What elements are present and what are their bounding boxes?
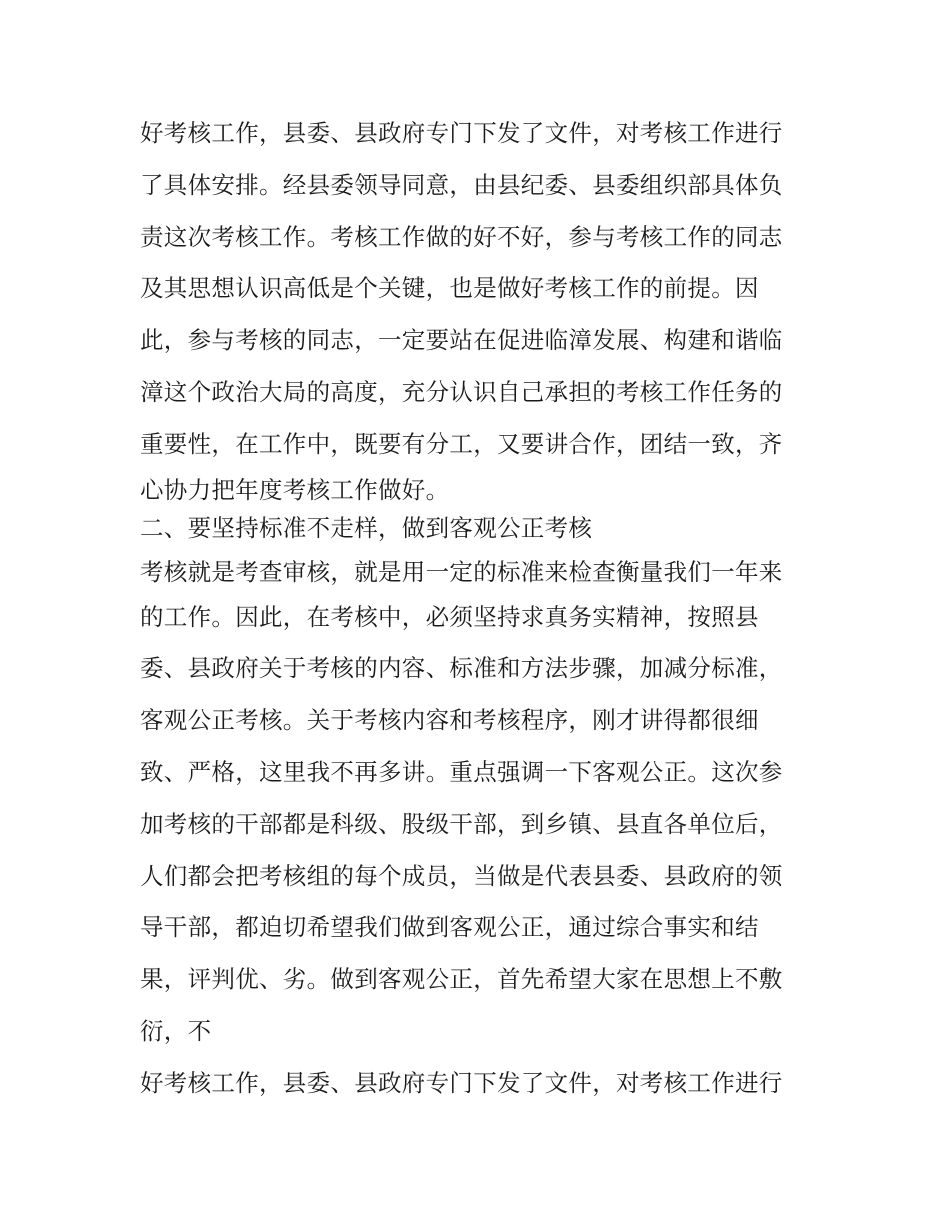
text-line: 人们都会把考核组的每个成员，当做是代表县委、县政府的领: [140, 861, 783, 890]
text-line: 责这次考核工作。考核工作做的好不好，参与考核工作的同志: [140, 222, 783, 251]
text-line: 致、严格，这里我不再多讲。重点强调一下客观公正。这次参: [140, 757, 783, 786]
text-line: 考核就是考查审核，就是用一定的标准来检查衡量我们一年来: [140, 557, 783, 586]
text-line: 了具体安排。经县委领导同意，由县纪委、县委组织部具体负: [140, 170, 783, 199]
paragraph-2: [140, 547, 820, 1058]
text-line: 此，参与考核的同志，一定要站在促进临漳发展、构建和谐临: [140, 326, 783, 355]
text-line: 及其思想认识高低是个关键，也是做好考核工作的前提。因: [140, 274, 759, 303]
repeated-text-line: 好考核工作，县委、县政府专门下发了文件，对考核工作进行: [140, 1068, 783, 1097]
text-line: 心协力把年度考核工作做好。: [140, 475, 450, 504]
section-heading: 二、要坚持标准不走样，做到客观公正考核: [140, 513, 593, 542]
text-line: 衍，不: [140, 1016, 212, 1045]
text-line: 委、县政府关于考核的内容、标准和方法步骤，加减分标准，: [140, 654, 783, 683]
text-line: 导干部，都迫切希望我们做到客观公正，通过综合事实和结: [140, 913, 759, 942]
text-line: 果，评判优、劣。做到客观公正，首先希望大家在思想上不敷: [140, 965, 783, 994]
text-line: 客观公正考核。关于考核内容和考核程序，刚才讲得都很细: [140, 706, 759, 735]
text-line: 加考核的干部都是科级、股级干部，到乡镇、县直各单位后，: [140, 809, 783, 838]
text-line: 的工作。因此，在考核中，必须坚持求真务实精神，按照县: [140, 602, 759, 631]
text-line: 漳这个政治大局的高度，充分认识自己承担的考核工作任务的: [140, 377, 783, 406]
paragraph-1: [140, 108, 820, 509]
text-line: 好考核工作，县委、县政府专门下发了文件，对考核工作进行: [140, 119, 783, 147]
document-body: [140, 108, 820, 1110]
text-line: 重要性，在工作中，既要有分工，又要讲合作，团结一致，齐: [140, 429, 783, 458]
